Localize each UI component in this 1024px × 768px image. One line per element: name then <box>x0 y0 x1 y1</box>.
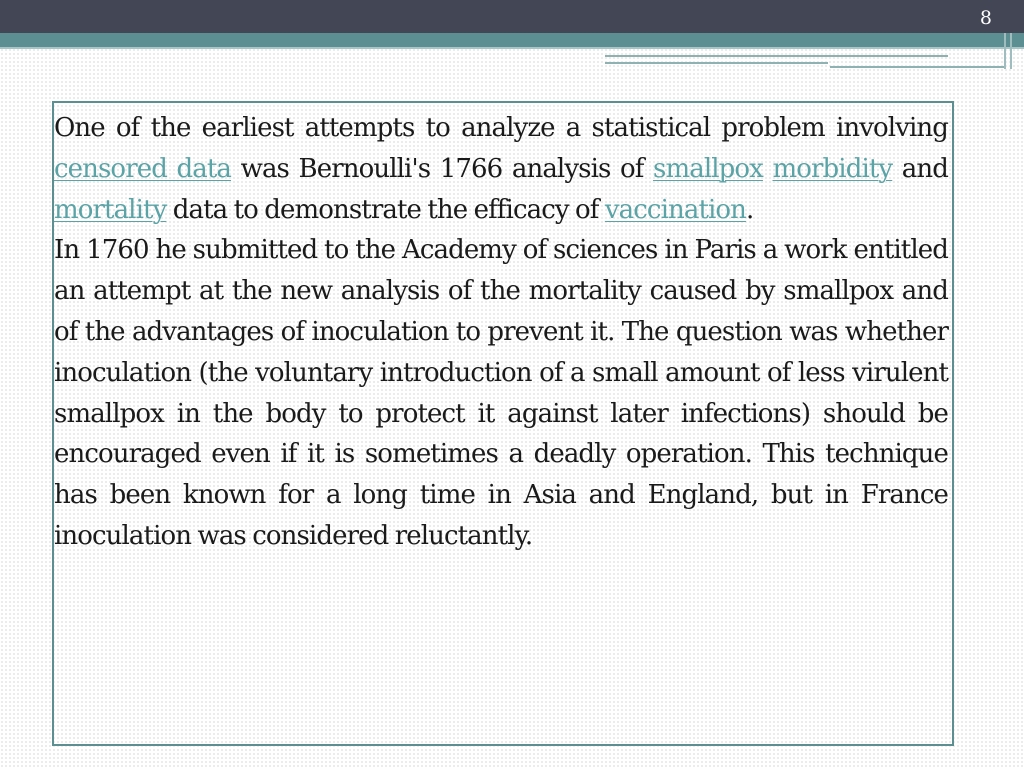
text-span: One of the earliest attempts to analyze a statistical problem involving <box>54 113 948 143</box>
slide-header-bar <box>0 0 1024 33</box>
link-mortality[interactable]: mortality <box>54 194 167 225</box>
paragraph-academy-submission: In 1760 he submitted to the Academy of sciences in Paris a work entitled an attempt at the new analysis of the mortality caused by smallpox and of the advantages of inoculation to prevent it. The question was whether inoculation (the voluntary introduction of a small amount of less virulent smallpox in the body to protect it against later infections) should be encouraged even if it is sometimes a deadly operation. This technique has been known for a long time in Asia and England, but in France inoculation was considered reluctantly. <box>54 235 948 551</box>
text-span: data to demonstrate the efficacy of <box>166 194 605 225</box>
link-morbidity[interactable]: morbidity <box>772 153 893 184</box>
text-span: . <box>746 194 754 225</box>
paragraph-bernoulli-intro <box>54 108 948 230</box>
text-span <box>763 154 773 184</box>
text-span: and <box>892 153 948 184</box>
link-censored-data[interactable]: censored data <box>54 153 232 184</box>
header-light-band <box>0 47 1024 49</box>
text-span: was Bernoulli's 1766 analysis of <box>231 153 654 184</box>
slide-number: 8 <box>979 7 992 29</box>
header-deco-line <box>830 66 1006 68</box>
link-vaccination[interactable]: vaccination <box>604 194 747 225</box>
header-deco-vertical <box>1010 33 1012 69</box>
link-smallpox[interactable]: smallpox <box>653 153 763 184</box>
header-deco-vertical <box>1004 33 1006 69</box>
header-accent-band <box>0 33 1024 47</box>
header-deco-line <box>605 55 948 57</box>
content-box <box>52 101 954 746</box>
header-deco-line <box>605 62 828 64</box>
